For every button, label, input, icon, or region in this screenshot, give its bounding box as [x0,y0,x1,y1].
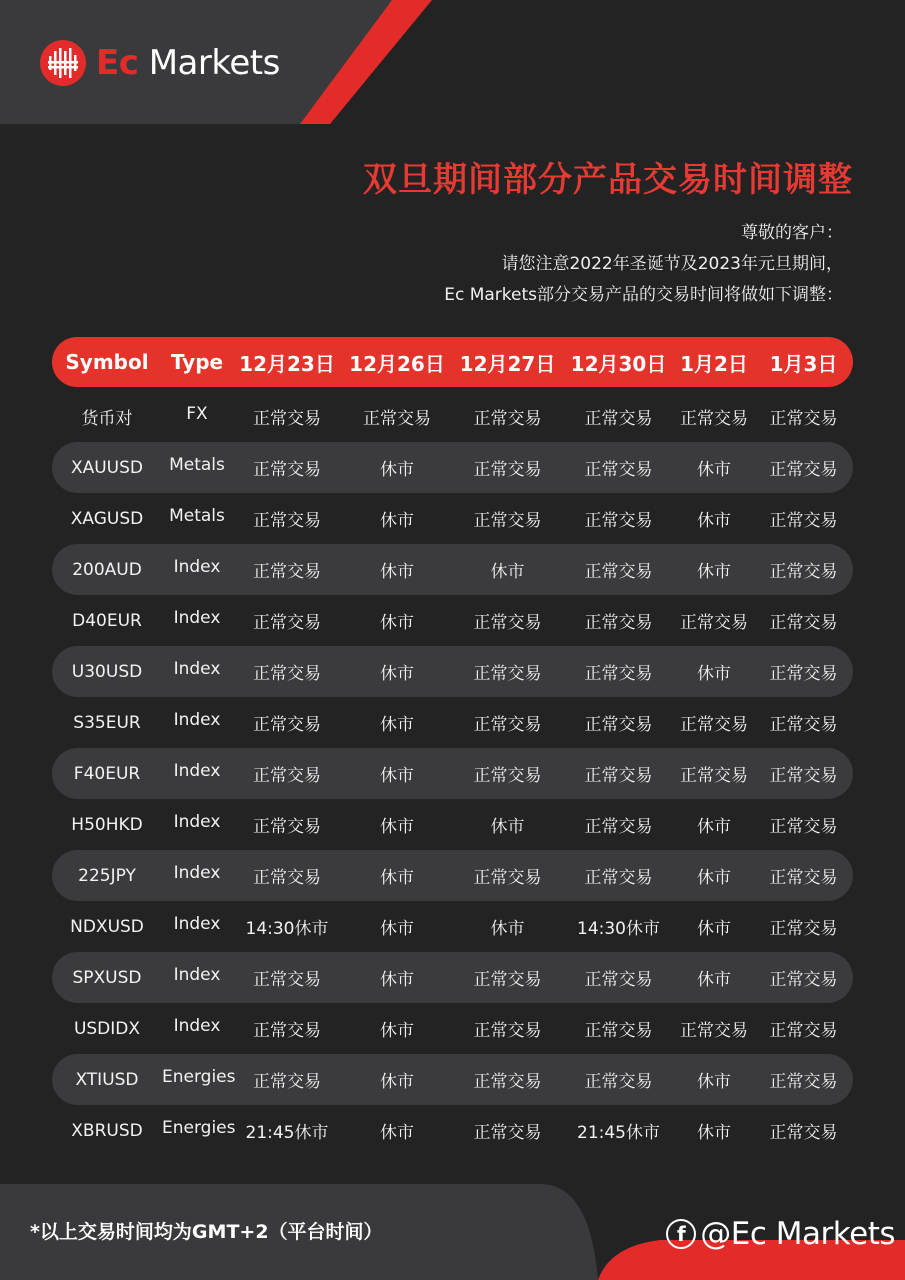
brand-logo [40,40,280,86]
table-row [52,1105,853,1156]
symbol-cell: XAUUSD [70,457,144,478]
logo-ec: Ec [96,43,139,83]
status-cell: 正常交易 [253,613,321,633]
table-row [52,1054,853,1105]
symbol-cell: XTIUSD [75,1069,139,1090]
intro-line-1: 尊敬的客户： [741,223,843,243]
status-cell: 正常交易 [584,868,653,888]
status-cell: 正常交易 [769,511,838,531]
status-cell: 休市 [697,1123,731,1143]
type-cell: Index [173,862,221,883]
status-cell: 休市 [697,970,731,990]
status-cell: 正常交易 [769,1021,838,1041]
status-cell: 正常交易 [253,511,321,531]
status-cell: 正常交易 [473,1123,542,1143]
status-cell: 正常交易 [769,817,838,837]
intro-line-2: 请您注意2022年圣诞节及2023年元旦期间， [501,254,843,274]
status-cell: 正常交易 [769,409,838,429]
status-cell: 正常交易 [584,562,653,582]
table-row [52,442,853,493]
status-cell: 正常交易 [253,817,321,837]
status-cell: 正常交易 [473,409,542,429]
status-cell: 正常交易 [769,970,838,990]
status-cell: 休市 [380,817,414,837]
logo-mark-icon [40,40,86,86]
status-cell: 21:45休市 [577,1123,660,1143]
type-cell: FX [186,403,208,424]
type-cell: Energies [162,1066,236,1087]
table-row [52,901,853,952]
symbol-cell: SPXUSD [72,967,142,988]
status-cell: 正常交易 [680,1021,748,1041]
schedule-table [52,337,853,1156]
table-row [52,799,853,850]
status-cell: 休市 [697,919,731,939]
facebook-icon: f [666,1219,696,1249]
status-cell: 正常交易 [584,817,653,837]
status-cell: 正常交易 [769,715,838,735]
status-cell: 休市 [490,562,525,582]
status-cell: 休市 [490,817,525,837]
type-cell: Metals [169,454,225,475]
type-cell: Index [173,913,221,934]
status-cell: 正常交易 [473,1072,542,1092]
status-cell: 休市 [380,919,414,939]
status-cell: 正常交易 [769,460,838,480]
status-cell: 休市 [697,460,731,480]
symbol-cell: USDIDX [73,1018,141,1039]
status-cell: 休市 [380,868,414,888]
status-cell: 休市 [380,562,414,582]
type-cell: Index [173,811,221,832]
status-cell: 休市 [380,766,414,786]
status-cell: 休市 [697,664,731,684]
symbol-cell: NDXUSD [70,916,144,937]
status-cell: 正常交易 [584,613,653,633]
type-cell: Index [173,607,221,628]
header-symbol: Symbol [65,350,149,374]
table-row [52,850,853,901]
page-title: 双旦期间部分产品交易时间调整 [363,160,853,200]
type-cell: Metals [169,505,225,526]
status-cell: 正常交易 [473,460,542,480]
status-cell: 正常交易 [363,409,431,429]
status-cell: 正常交易 [584,409,653,429]
status-cell: 休市 [697,511,731,531]
status-cell: 正常交易 [769,664,838,684]
header-date: 12月27日 [459,351,556,376]
table-row [52,595,853,646]
logo-text [96,43,280,83]
header-date: 1月3日 [769,351,838,376]
status-cell: 正常交易 [769,919,838,939]
status-cell: 休市 [697,817,731,837]
symbol-cell: 货币对 [81,409,133,429]
status-cell: 休市 [380,1123,414,1143]
status-cell: 休市 [490,919,525,939]
table-row [52,646,853,697]
status-cell: 正常交易 [584,1021,653,1041]
status-cell: 正常交易 [253,409,321,429]
status-cell: 正常交易 [769,868,838,888]
status-cell: 休市 [697,562,731,582]
status-cell: 正常交易 [584,460,653,480]
status-cell: 14:30休市 [577,919,660,939]
symbol-cell: XBRUSD [71,1120,143,1141]
header-date: 12月23日 [239,351,335,376]
status-cell: 休市 [380,460,414,480]
symbol-cell: 225JPY [78,865,136,886]
status-cell: 正常交易 [253,766,321,786]
table-header-row [52,337,853,387]
type-cell: Energies [162,1117,236,1138]
status-cell: 正常交易 [473,766,542,786]
status-cell: 休市 [697,868,731,888]
social-handle[interactable] [666,1214,895,1254]
type-cell: Index [173,709,221,730]
status-cell: 正常交易 [769,1123,838,1143]
table-row [52,1003,853,1054]
status-cell: 正常交易 [769,1072,838,1092]
status-cell: 正常交易 [253,460,321,480]
symbol-cell: XAGUSD [70,508,144,529]
status-cell: 正常交易 [769,562,838,582]
status-cell: 正常交易 [680,766,748,786]
status-cell: 正常交易 [473,511,542,531]
type-cell: Index [173,964,221,985]
status-cell: 正常交易 [473,1021,542,1041]
logo-markets: Markets [148,43,280,83]
status-cell: 正常交易 [473,715,542,735]
header-date: 1月2日 [680,351,748,376]
table-row [52,697,853,748]
symbol-cell: 200AUD [72,559,142,580]
intro-text [444,218,843,311]
type-cell: Index [173,1015,221,1036]
status-cell: 正常交易 [253,1072,321,1092]
status-cell: 休市 [380,664,414,684]
status-cell: 休市 [380,1021,414,1041]
status-cell: 正常交易 [253,562,321,582]
status-cell: 正常交易 [253,868,321,888]
status-cell: 正常交易 [584,664,653,684]
status-cell: 14:30休市 [245,919,329,939]
table-row [52,544,853,595]
table-row [52,391,853,442]
status-cell: 正常交易 [584,766,653,786]
status-cell: 正常交易 [584,715,653,735]
type-cell: Index [173,658,221,679]
footnote: *以上交易时间均为GMT+2（平台时间） [30,1221,383,1243]
status-cell: 休市 [380,1072,414,1092]
status-cell: 正常交易 [680,409,748,429]
status-cell: 正常交易 [253,715,321,735]
status-cell: 正常交易 [769,613,838,633]
status-cell: 休市 [697,1072,731,1092]
status-cell: 正常交易 [680,715,748,735]
symbol-cell: F40EUR [73,763,141,784]
status-cell: 正常交易 [473,970,542,990]
table-row [52,493,853,544]
intro-line-3: Ec Markets部分交易产品的交易时间将做如下调整： [444,285,843,305]
symbol-cell: S35EUR [73,712,141,733]
social-handle-text: @Ec Markets [700,1216,895,1252]
status-cell: 21:45休市 [245,1123,329,1143]
header-date: 12月26日 [349,351,445,376]
header-type: Type [170,350,224,374]
status-cell: 正常交易 [473,868,542,888]
table-body [52,391,853,1156]
symbol-cell: D40EUR [72,610,142,631]
status-cell: 正常交易 [253,1021,321,1041]
status-cell: 正常交易 [769,766,838,786]
status-cell: 正常交易 [584,511,653,531]
status-cell: 正常交易 [584,1072,653,1092]
status-cell: 休市 [380,511,414,531]
header-date: 12月30日 [570,351,667,376]
status-cell: 正常交易 [253,664,321,684]
status-cell: 休市 [380,715,414,735]
table-row [52,952,853,1003]
status-cell: 正常交易 [584,970,653,990]
status-cell: 正常交易 [473,664,542,684]
symbol-cell: U30USD [71,661,143,682]
status-cell: 休市 [380,613,414,633]
symbol-cell: H50HKD [71,814,143,835]
status-cell: 正常交易 [253,970,321,990]
type-cell: Index [173,556,221,577]
type-cell: Index [173,760,221,781]
status-cell: 正常交易 [680,613,748,633]
status-cell: 正常交易 [473,613,542,633]
status-cell: 休市 [380,970,414,990]
table-row [52,748,853,799]
